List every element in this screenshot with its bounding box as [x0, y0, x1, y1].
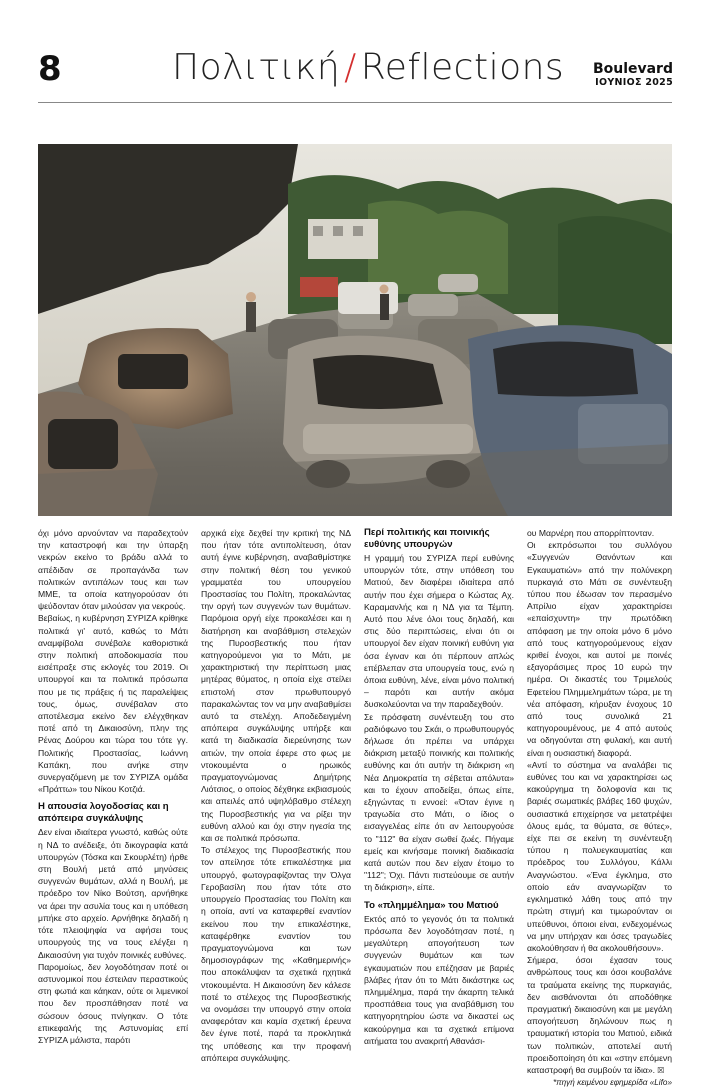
brand-date: ΙΟΥΝΙΟΣ 2025 [595, 77, 673, 88]
article-column-4 [527, 527, 672, 1089]
brand-block [593, 62, 673, 88]
brand-name: Boulevard [592, 61, 673, 77]
paragraph: Το στέλεχος της Πυροσβεστικής που τον απείλησε τότε επικαλέστηκε μια υπουργό, φωτογραφίζοντας την Όλγα Γεροβασίλη που ήταν τότε στο υπουργείο Προστασίας του Πολίτη και η οποία, αντί να καταφερθεί εναντίον εκείνου που την επικαλέστηκε, καταφέρθηκε εναντίον του πραγματογνώμονα και των δημοσιογράφων της «Καθημερινής» που αποκάλυψαν τα σχετικά ηχητικά ντοκουμέντα. Η Δικαιοσύνη δεν κάλεσε ποτέ το στέλεχος της Πυροσβεστικής να ονομάσει την υπουργό στην οποία αναφερόταν και καμία σχετική έρευνα δεν έγινε ποτέ, παρά τα προκλητικά της υπόθεσης και την προφανή απόπειρα συγκάλυψης. [201, 845, 351, 1063]
article-photo [38, 144, 672, 516]
subheading: Περί πολιτικής και ποινικής ευθύνης υπουργών [364, 527, 490, 550]
paragraph: ου Μαρνέρη που απορρίπτονταν. [527, 528, 655, 538]
paragraph: Βεβαίως, η κυβέρνηση ΣΥΡΙΖΑ κρίθηκε πολιτικά γι' αυτό, καθώς το Μάτι αναμφίβολα συνέβαλε καθοριστικά στην πολιτική αποδοκιμασία που εισέπραξε στις εκλογές του 2019. Οι υπουργοί και τα πολιτικά πρόσωπα που με τις πράξεις ή τις παραλείψεις τους, όμως, συνέβαλαν στο αποτέλεσμα εκείνο δεν ελέγχθηκαν ποτέ από τη Δικαιοσύνη, πλην της Ρένας Δούρου και τώρα του τότε γγ. Πολιτικής Προστασίας, Ιωάννη Καπάκη, που ανήκε στην συνεργαζόμενη με τον ΣΥΡΙΖΑ ομάδα «Πράττω» του Νίκου Κοτζιά. [38, 613, 188, 795]
article-column-2 [201, 527, 351, 1064]
paragraph [527, 954, 672, 1077]
paragraph: Δεν είναι ιδιαίτερα γνωστό, καθώς ούτε η ΝΔ το ανέδειξε, ότι δικογραφία κατά υπουργών (Τόσκα και Σκουρλέτη) ήρθε στη Βουλή μετά από μηνύσεις συγγενών θυμάτων, αλλά η Βουλή, με πρόεδρο τον Νίκο Βούτση, αρνήθηκε να άρει την ασυλία τους και η υπόθεση μπήκε στο αρχείο. Αρνήθηκε δηλαδή η τότε πλειοψηφία να αφήσει τους υπουργούς της να τους ελέγξει η Δικαιοσύνη για τυχόν ποινικές ευθύνες. [38, 827, 188, 960]
end-of-article-icon: ☒ [657, 1065, 665, 1075]
article-column-1 [38, 527, 188, 1046]
subheading: Το «πλημμέλημα» του Ματιού [364, 899, 499, 911]
section-title-english: Reflections [360, 47, 565, 88]
paragraph: Οι εκπρόσωποι του συλλόγου «Συγγενών Θανόντων και Εγκαυματιών» από την πολύνεκρη πυρκαγιά στο Μάτι σε συνέντευξη τύπου που έδωσαν τον περασμένο Απρίλιο είχαν χαρακτηρίσει «επαίσχυντη» την πρωτόδικη απόφαση με την οποία μόνο 6 μόνο από τους κατηγορούμενους είχαν κριθεί ένοχοι, και αυτοί με ποινές εξαγοράσιμες προς 10 ευρώ την ημέρα. Οι δικαστές του Τριμελούς Εφετείου Πλημμελημάτων τώρα, με τη νέα απόφαση, κήρυξαν ένοχους 10 από τους συνολικά 21 κατηγορουμένους, με 4 από αυτούς να οδηγούνται στη φυλακή, και αυτή είναι η ουσιαστική διαφορά. [527, 540, 672, 758]
page-header [0, 0, 711, 104]
header-divider [38, 102, 672, 103]
paragraph: Η γραμμή του ΣΥΡΙΖΑ περί ευθύνης υπουργών τότε, στην υπόθεση του Ματιού, δεν διαφέρει ιδιαίτερα από αυτήν που έχει σήμερα ο Κώστας Αχ. Καραμανλής και η ΝΔ για τα Τέμπη. Αυτό που λένε όλοι τους δηλαδή, και στις δύο περιπτώσεις, είναι ότι οι υπουργοί δεν είχαν ποινική ευθύνη για όσα έγιναν και ότι πέρπουν απλώς επέβλεπαν στα υπουργεία τους, ενώ η όποια ευθύνη, λένε, είναι μόνο πολιτική – παρότι και αυτήν ακόμα δυσκολεύονται να την παραδεχθούν. [364, 553, 514, 710]
burnt-cars-photo-illustration [38, 144, 672, 516]
source-note: *πηγή κειμένου εφημερίδα «Lifo» [552, 1078, 672, 1088]
paragraph-text: Σήμερα, όσοι έχασαν τους ανθρώπους τους και όσοι κουβαλάνε τα τραύματα εκείνης της πυρκαγιάς, δεν αισθάνονται ότι αποδόθηκε πραγματική δικαιοσύνη και με μεγάλη απογοήτευση δηλώνουν πως η τραυματική ιστορία του Ματιού, ειδικά των πολιτικών, αποτελεί αυτή προειδοποίηση ότι και «στην επόμενη καταστροφή θα συμβούν τα ίδια». [527, 955, 672, 1075]
paragraph: Σε πρόσφατη συνέντευξη του στο ραδιόφωνο του Σκάι, ο πρωθυπουργός δήλωσε ότι πρέπει να υπάρχει διάκριση μεταξύ ποινικής και πολιτικής ευθύνης και ότι αυτήν τη διάκριση «η Νέα Δημοκρατία τη σέβεται απόλυτα» και το έχουν αποδείξει, όπως είπε, εξηγώντας τι εννοεί: «Όταν έγινε η τραγωδία στο Μάτι, ο ίδιος ο εισαγγελέας είπε ότι αν λειτουργούσε το "112" θα είχαν σωθεί ζωές. Πήγαμε εμείς και κινήσαμε ποινική διαδικασία κατά αυτών που δεν είχαν έτοιμο το "112"; Όχι. Πάντι πιστεύουμε σε αυτήν τη διάκριση», είπε. [364, 711, 514, 893]
paragraph: όχι μόνο αρνούνταν να παραδεχτούν την καταστροφή και την ύπαρξη νεκρών εκείνο το βράδυ αλλά το απέδιδαν σε προπαγάνδα των πολιτικών αντιπάλων τους και των ΜΜΕ, τα οποία κατηγορούσαν ότι ψεύδονταν όταν μιλούσαν για νεκρούς. [38, 528, 188, 612]
article-column-3 [364, 527, 514, 1047]
page-number: 8 [38, 49, 62, 89]
section-title-separator: / [344, 47, 357, 88]
paragraph: αρχικά είχε δεχθεί την κριτική της ΝΔ που ήταν τότε αντιπολίτευση, όταν αυτή έγινε κυβέρνηση, αναβαθμίστηκε στην πολιτική θέση του γενικού γραμματέα του υπουργείου Προστασίας του Πολίτη, προκαλώντας την οργή των συγγενών των θυμάτων. Παρόμοια οργή είχε προκαλέσει και η διατήρηση και αναβάθμιση στελεχών της Πυροσβεστικής που ήταν κατηγορούμενοι για το Μάτι, με χαρακτηριστική την περίπτωση μιας μητέρας θύματος, η οποία είχε στείλει επιστολή στον πρωθυπουργό παρακαλώντας τον να μην αναβαθμίσει αυτό τα στελέχη. Αποδεδειγμένη απόπειρα συγκάλυψης υπήρξε και κατά τη διαδικασία διερεύνησης των αιτιών, την οποία έφερε στο φως με ντοκουμέντα ο ηρωικός πραγματογνώμονας Δημήτρης Λιότσιος, ο οποίος δέχθηκε εκβιασμούς και απειλές από υψηλόβαθμο στέλεχη της Πυροσβεστικής για να ρίξει την ευθύνη αλλού και όχι στην ηγεσία της και σε πολιτικά πρόσωπα. [201, 528, 351, 844]
paragraph: Εκτός από το γεγονός ότι τα πολιτικά πρόσωπα δεν λογοδότησαν ποτέ, η μεγαλύτερη απογοήτευση των συγγενών θυμάτων και των εγκαυματιών που επέζησαν με βαριές βλάβες ήταν ότι το Μάτι δικάστηκε ως πλημμέλημα, παρά την άκαρπη τελικά προσπάθεια τους για αναβάθμιση του κατηγορητηρίου ώστε να δικαστεί ως κακούργημα και τα σχετικά επίμονα αιτήματα του ανακριτή Αθανάσι- [364, 913, 514, 1046]
section-title [172, 47, 565, 88]
subheading: Η απουσία λογοδοσίας και η απόπειρα συγκάλυψης [38, 801, 169, 825]
paragraph: «Αντί το σύστημα να αναλάβει τις ευθύνες του και να χαρακτηρίσει ως κακούργημα τη δολοφονία και τις βαριές σωματικές βλάβες 160 ψυχών, ουσιαστικά επιχείρησε να μετατρέψει όλους εμάς, τα θύματα, σε θύτες», είχε πει σε εκείνη τη συνέντευξη τύπου η πολυεγκαυματίας και πρόεδρος του Συλλόγου, Κάλλι Αναγνώστου. «Ένα έγκλημα, στο οποίο εάν αναγνωρίζαν το εγκληματικό λάθη τους από την πρώτη στιγμή και τιμωρούνταν οι υπεύθυνοι, όποιοι είναι, ενδεχομένως να μην υπήρχαν και όσες τραγωδίες ακολούθησαν ή θα ακολουθήσουν». [527, 759, 672, 953]
article-body [38, 527, 672, 1088]
paragraph: Παρομοίως, δεν λογοδότησαν ποτέ οι αστυνομικοί που έστειλαν περαστικούς στη φωτιά και κάηκαν, ούτε οι λιμενικοί που δεν προσπάθησαν ποτέ να σώσουν όσους πνίγηκαν. Ο τότε επικεφαλής της Αστυνομίας επί ΣΥΡΙΖΑ μάλιστα, παρότι [38, 961, 188, 1045]
section-title-greek: Πολιτική [172, 47, 341, 88]
